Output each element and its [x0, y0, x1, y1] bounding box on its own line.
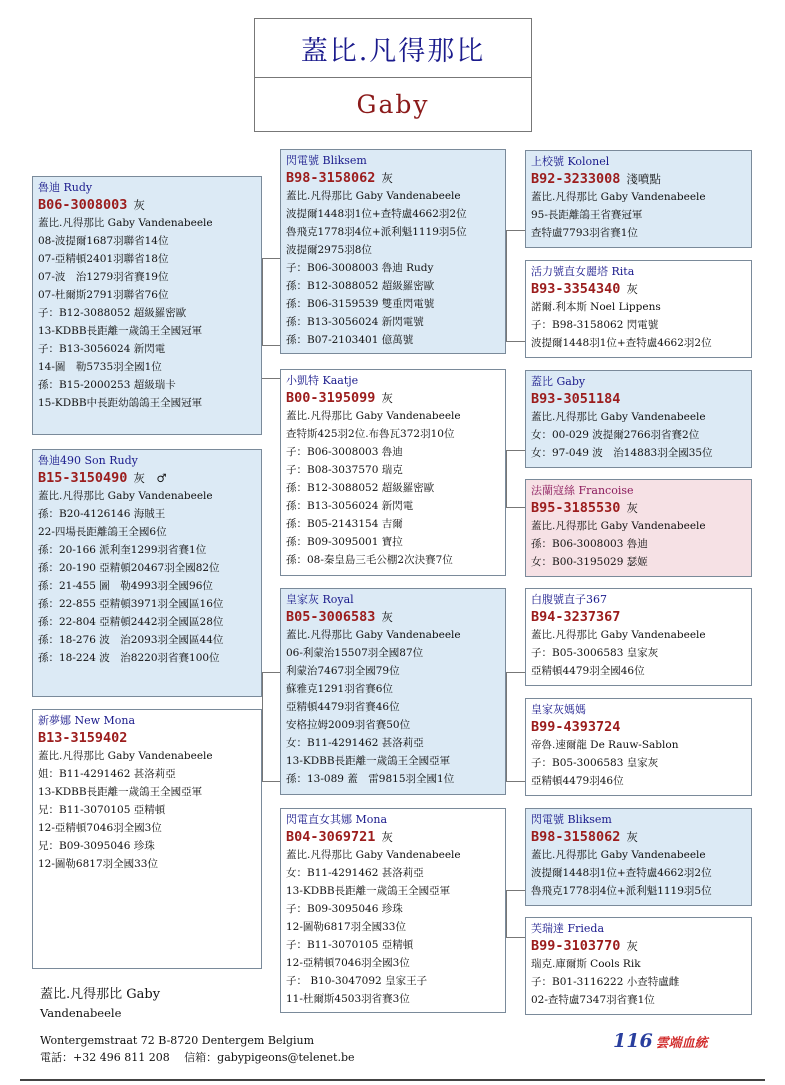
pedigree-line: 12-圖勒6817羽全國33位: [286, 921, 406, 933]
pedigree-line: 安格拉姆2009羽省賽50位: [286, 719, 411, 731]
pedigree-line: 孫：21-455 圖 勒4993羽全國96位: [38, 580, 213, 592]
pedigree-line: 子：B98-3158062 閃電號: [531, 319, 659, 331]
pedigree-line: 女：B00-3195029 瑟姬: [531, 556, 648, 568]
pedigree-line: 孫：20-190 亞精頓20467羽全國82位: [38, 562, 220, 574]
pedigree-line: 帝魯.速爾龍 De Rauw-Sablon: [531, 739, 679, 751]
father-card: [32, 176, 262, 435]
pedigree-line: 15-KDBB中長距幼鴿鴿王全國冠軍: [38, 397, 203, 409]
pedigree-line: 子：B06-3008003 魯迪: [286, 446, 403, 458]
pedigree-line: 蘇雅克1291羽省賽6位: [286, 683, 393, 695]
pedigree-line: 波提爾1448羽1位+查特盧4662羽2位: [286, 208, 467, 220]
pedigree-line: 孫：B12-3088052 超級羅密歐: [286, 482, 435, 494]
feather-color: 灰: [626, 830, 638, 844]
pedigree-line: 孫：22-804 亞精頓2442羽全國區28位: [38, 616, 224, 628]
pedigree-line: 亞精頓4479羽46位: [531, 775, 624, 787]
pedigree-line: 95-長距離鴿王省賽冠軍: [531, 209, 643, 221]
pedigree-line: 孫：B13-3056024 新閃電號: [286, 316, 424, 328]
feather-color: 灰: [626, 501, 638, 515]
pedigree-line: 兄：B09-3095046 珍珠: [38, 840, 155, 852]
pigeon-name: 芙瑞達 Frieda: [531, 922, 605, 935]
connector-line: [506, 890, 525, 938]
pedigree-line: 07-亞精頓2401羽聯省18位: [38, 253, 169, 265]
breeder-signature: [40, 985, 240, 1023]
ring-number: B99-4393724: [531, 719, 621, 735]
ring-number: B13-3159402: [38, 730, 128, 746]
pedigree-line: 查特斯425羽2位.布魯瓦372羽10位: [286, 428, 455, 440]
connector-line: [262, 672, 281, 782]
pedigree-line: 12-亞精頓7046羽全國3位: [286, 957, 410, 969]
pedigree-line: 子：B09-3095046 珍珠: [286, 903, 403, 915]
pedigree-line: 子：B05-3006583 皇家灰: [531, 757, 659, 769]
connector-line: [262, 258, 281, 346]
pedigree-line: 女：97-049 波 治14883羽全國35位: [531, 447, 713, 459]
grandparent-card: [280, 369, 506, 576]
breeder-name-line: Vandenabeele: [40, 1006, 122, 1020]
ring-number: B93-3354340: [531, 281, 621, 297]
pedigree-line: 波提爾1448羽1位+查特盧4662羽2位: [531, 867, 712, 879]
pedigree-line: 魯飛克1778羽4位+派利魁1119羽5位: [286, 226, 467, 238]
pedigree-line: 孫：B06-3008003 魯迪: [531, 538, 648, 550]
pigeon-name: 上校號 Kolonel: [531, 155, 610, 168]
feather-color: 灰: [133, 198, 145, 212]
pedigree-line: 孫：B15-2000253 超級瑞卡: [38, 379, 176, 391]
connector-line: [506, 230, 525, 342]
grandparent-card: [280, 149, 506, 354]
pedigree-line: 孫：B05-2143154 吉爾: [286, 518, 403, 530]
logo-number: 116: [613, 1030, 653, 1052]
address: Wontergemstraat 72 B-8720 Dentergem Belgium: [40, 1034, 315, 1047]
ring-number: B00-3195099: [286, 390, 376, 406]
great-grandparent-card: [525, 260, 752, 358]
pedigree-line: 利蒙治7467羽全國79位: [286, 665, 400, 677]
pedigree-line: 子：B08-3037570 瑞克: [286, 464, 403, 476]
pedigree-line: 蓋比.凡得那比 Gaby Vandenabeele: [531, 849, 706, 861]
pedigree-line: 孫：B12-3088052 超級羅密歐: [286, 280, 435, 292]
feather-color: 灰 ♂: [133, 471, 167, 485]
pedigree-line: 孫：22-855 亞精頓3971羽全國區16位: [38, 598, 224, 610]
pedigree-line: 女：00-029 波提爾2766羽省賽2位: [531, 429, 700, 441]
pedigree-line: 兄：B11-3070105 亞精頓: [38, 804, 166, 816]
pigeon-name: 白腹號直子367: [531, 593, 607, 606]
feather-color: 淺噴點: [626, 172, 661, 186]
pedigree-line: 蓋比.凡得那比 Gaby Vandenabeele: [531, 191, 706, 203]
pedigree-line: 13-KDBB長距離一歲鴿王全國亞軍: [286, 885, 451, 897]
pigeon-name: 小凱特 Kaatje: [286, 374, 359, 387]
pedigree-line: 波提爾1448羽1位+查特盧4662羽2位: [531, 337, 712, 349]
pedigree-line: 22-四場長距離鴿王全國6位: [38, 526, 167, 538]
pigeon-name: 魯迪 Rudy: [38, 181, 93, 194]
pedigree-line: 諾爾.利本斯 Noel Lippens: [531, 301, 661, 313]
ring-number: B94-3237367: [531, 609, 621, 625]
pedigree-line: 12-圖勒6817羽全國33位: [38, 858, 158, 870]
pedigree-line: 06-利蒙治15507羽全國87位: [286, 647, 424, 659]
pigeon-name: 皇家灰媽媽: [531, 703, 586, 716]
pigeon-name: 新夢娜 New Mona: [38, 714, 136, 727]
pedigree-line: 子：B01-3116222 小查特盧雌: [531, 976, 680, 988]
mother-card: [32, 709, 262, 969]
pigeon-name: 法蘭寇絲 Francoise: [531, 484, 634, 497]
feather-color: 灰: [626, 282, 638, 296]
great-grandparent-card: [525, 808, 752, 906]
pedigree-line: 14-圖 勒5735羽全國1位: [38, 361, 162, 373]
pedigree-line: 02-查特盧7347羽省賽1位: [531, 994, 655, 1006]
pedigree-line: 蓋比.凡得那比 Gaby Vandenabeele: [38, 217, 213, 229]
feather-color: 灰: [381, 610, 393, 624]
great-grandparent-card: [525, 370, 752, 468]
pedigree-line: 魯飛克1778羽4位+派利魁1119羽5位: [531, 885, 712, 897]
phone-email: 電話：+32 496 811 208 信箱：gabypigeons@telenet.be: [40, 1051, 355, 1064]
pigeon-name: 活力號直女麗塔 Rita: [531, 265, 635, 278]
subject-card: [32, 449, 262, 697]
connector-line: [262, 378, 280, 379]
pedigree-line: 子：B11-3070105 亞精頓: [286, 939, 414, 951]
ring-number: B05-3006583: [286, 609, 376, 625]
ring-number: B98-3158062: [531, 829, 621, 845]
pedigree-line: 蓋比.凡得那比 Gaby Vandenabeele: [286, 190, 461, 202]
pedigree-line: 蓋比.凡得那比 Gaby Vandenabeele: [531, 520, 706, 532]
great-grandparent-card: [525, 588, 752, 686]
pedigree-line: 孫：B13-3056024 新閃電: [286, 500, 414, 512]
pedigree-line: 蓋比.凡得那比 Gaby Vandenabeele: [286, 629, 461, 641]
pedigree-line: 子：B05-3006583 皇家灰: [531, 647, 659, 659]
pedigree-line: 蓋比.凡得那比 Gaby Vandenabeele: [38, 490, 213, 502]
grandparent-card: [280, 588, 506, 795]
pedigree-line: 蓋比.凡得那比 Gaby Vandenabeele: [286, 849, 461, 861]
pedigree-line: 女：B11-4291462 甚洛莉亞: [286, 867, 424, 879]
pedigree-line: 蓋比.凡得那比 Gaby Vandenabeele: [38, 750, 213, 762]
ring-number: B04-3069721: [286, 829, 376, 845]
grandparent-card: [280, 808, 506, 1013]
pedigree-line: 姐：B11-4291462 甚洛莉亞: [38, 768, 176, 780]
ring-number: B98-3158062: [286, 170, 376, 186]
pedigree-line: 亞精頓4479羽省賽46位: [286, 701, 400, 713]
ring-number: B06-3008003: [38, 197, 128, 213]
pedigree-line: 孫：13-089 蓋 雷9815羽全國1位: [286, 773, 455, 785]
pedigree-line: 11-杜爾斯4503羽省賽3位: [286, 993, 410, 1005]
pedigree-line: 蓋比.凡得那比 Gaby Vandenabeele: [286, 410, 461, 422]
pigeon-name: 閃電號 Bliksem: [286, 154, 367, 167]
great-grandparent-card: [525, 150, 752, 248]
pedigree-line: 孫：08-秦皇島三毛公棚2次決賽7位: [286, 554, 453, 566]
pedigree-line: 孫：B06-3159539 雙重閃電號: [286, 298, 435, 310]
pedigree-line: 12-亞精頓7046羽全國3位: [38, 822, 162, 834]
pedigree-line: 07-波 治1279羽省賽19位: [38, 271, 169, 283]
pedigree-line: 13-KDBB長距離一歲鴿王全國冠軍: [38, 325, 203, 337]
pedigree-line: 波提爾2975羽8位: [286, 244, 372, 256]
ring-number: B95-3185530: [531, 500, 621, 516]
pedigree-line: 子：B13-3056024 新閃電: [38, 343, 166, 355]
pedigree-line: 孫：B09-3095001 寶拉: [286, 536, 403, 548]
logo-text: 雲端血統: [655, 1035, 708, 1051]
connector-line: [506, 450, 525, 508]
contact-info: [40, 1032, 355, 1066]
breeder-name-cn: 蓋比.凡得那比: [255, 19, 531, 78]
ring-number: B92-3233008: [531, 171, 621, 187]
feather-color: 灰: [381, 391, 393, 405]
pedigree-line: 孫：B20-4126146 海賊王: [38, 508, 166, 520]
pedigree-line: 07-杜爾斯2791羽聯省76位: [38, 289, 169, 301]
pedigree-line: 子：B06-3008003 魯迪 Rudy: [286, 262, 434, 274]
pedigree-line: 13-KDBB長距離一歲鴿王全國亞軍: [38, 786, 203, 798]
ring-number: B15-3150490: [38, 470, 128, 486]
pigeon-name: 魯迪490 Son Rudy: [38, 454, 138, 467]
great-grandparent-card: [525, 479, 752, 577]
pedigree-line: 蓋比.凡得那比 Gaby Vandenabeele: [531, 411, 706, 423]
pigeon-name: 閃電號 Bliksem: [531, 813, 612, 826]
pedigree-line: 子：B12-3088052 超級羅密歐: [38, 307, 187, 319]
pedigree-line: 女：B11-4291462 甚洛莉亞: [286, 737, 424, 749]
divider: [20, 1079, 765, 1081]
breeder-name-en: Gaby: [356, 90, 430, 119]
pedigree-line: 13-KDBB長距離一歲鴿王全國亞軍: [286, 755, 451, 767]
pedigree-line: 孫：18-224 波 治8220羽省賽100位: [38, 652, 220, 664]
breeder-name-line: 蓋比.凡得那比 Gaby: [40, 987, 161, 1002]
pedigree-line: 瑞克.庫爾斯 Cools Rik: [531, 958, 641, 970]
pedigree-line: 蓋比.凡得那比 Gaby Vandenabeele: [531, 629, 706, 641]
pedigree-line: 孫：18-276 波 治2093羽全國區44位: [38, 634, 224, 646]
ring-number: B93-3051184: [531, 391, 621, 407]
pedigree-line: 子： B10-3047092 皇家王子: [286, 975, 428, 987]
pigeon-name: 皇家灰 Royal: [286, 593, 354, 606]
pedigree-line: 孫：20-166 派利奎1299羽省賽1位: [38, 544, 207, 556]
feather-color: 灰: [381, 830, 393, 844]
pedigree-line: 孫：B07-2103401 億萬號: [286, 334, 414, 346]
feather-color: 灰: [381, 171, 393, 185]
pigeon-name: 蓋比 Gaby: [531, 375, 586, 388]
pedigree-line: 查特盧7793羽省賽1位: [531, 227, 638, 239]
pedigree-line: 08-波提爾1687羽聯省14位: [38, 235, 169, 247]
ring-number: B99-3103770: [531, 938, 621, 954]
connector-line: [506, 672, 525, 782]
pedigree-line: 亞精頓4479羽全國46位: [531, 665, 645, 677]
feather-color: 灰: [626, 939, 638, 953]
logo: [613, 1030, 708, 1052]
pigeon-name: 閃電直女其娜 Mona: [286, 813, 388, 826]
great-grandparent-card: [525, 917, 752, 1015]
great-grandparent-card: [525, 698, 752, 796]
pedigree-header: [254, 18, 532, 132]
